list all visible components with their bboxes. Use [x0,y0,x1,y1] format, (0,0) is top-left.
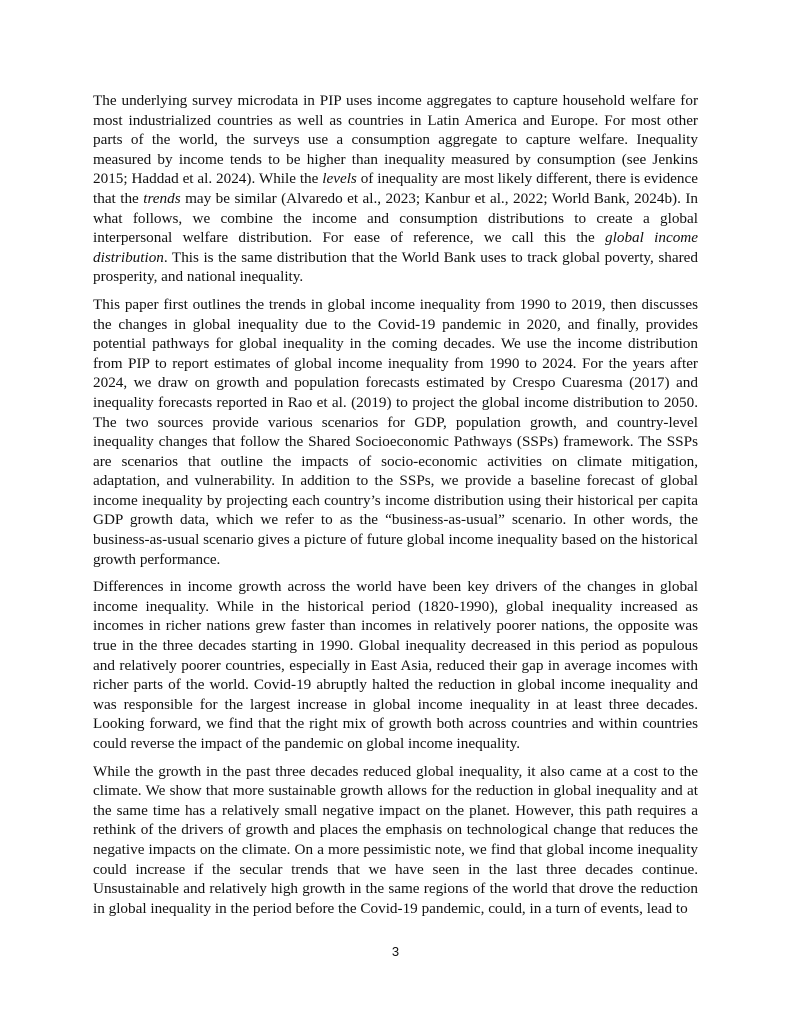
paragraph-2-run: This paper first outlines the trends in global income inequality from 1990 to 2019, then discusses the changes in global inequality due to the Covid-19 pandemic in 2020, and finally, provides potential pathways for global inequality in the coming decades. We use the income distribution from PIP to report estimates of global income inequality from 1990 to 2024. For the years after 2024, we draw on growth and population forecasts estimated by Crespo Cuaresma (2017) and inequality forecasts reported in Rao et al. (2019) to project the global income distribution to 2050. The two sources provide various scenarios for GDP, population growth, and country-level inequality changes that follow the Shared Socioeconomic Pathways (SSPs) framework. The SSPs are scenarios that outline the impacts of socio-economic activities on climate mitigation, adaptation, and vulnerability. In addition to the SSPs, we provide a baseline forecast of global income inequality by projecting each country’s income distribution using their historical per capita GDP growth data, which we refer to as the “business-as-usual” scenario. In other words, the business-as-usual scenario gives a picture of future global income inequality based on the historical growth performance. [93,295,698,568]
paragraph-1-italic-levels: levels [322,170,357,188]
body-text [93,91,698,926]
paragraph-1-run: may be similar (Alvaredo et al., 2023; Kanbur et al., 2022; World Bank, 2024b). In what follows, we combine the income and consumption distributions to create a global interpersonal welfare distribution. For ease of reference, we call this the [93,189,699,247]
paragraph-1-italic-trends: trends [143,189,181,207]
paragraph-3-run: Differences in income growth across the world have been key drivers of the changes in global income inequality. While in the historical period (1820-1990), global inequality increased as incomes in richer nations grew faster than incomes in relatively poorer nations, the opposite was true in the three decades starting in 1990. Global inequality decreased in this period as populous and relatively poorer countries, especially in East Asia, reduced their gap in average incomes with richer parts of the world. Covid-19 abruptly halted the reduction in global income inequality and was responsible for the largest increase in global income inequality in at least three decades. Looking forward, we find that the right mix of growth both across countries and within countries could reverse the impact of the pandemic on global income inequality. [93,578,698,752]
paragraph-2 [93,295,698,569]
paragraph-4-run: While the growth in the past three decades reduced global inequality, it also came at a cost to the climate. We show that more sustainable growth allows for the reduction in global inequality and at the same time has a relatively small negative impact on the planet. However, this path requires a rethink of the drivers of growth and places the emphasis on technological change that reduces the negative impacts on the climate. On a more pessimistic note, we find that global income inequality could increase if the secular trends that we have seen in the last three decades continue. Unsustainable and relatively high growth in the same regions of the world that drove the reduction in global inequality in the period before the Covid-19 pandemic, could, in a turn of events, lead to [93,762,698,917]
paragraph-3 [93,577,698,753]
paragraph-4 [93,762,698,919]
paragraph-1-run: The underlying survey microdata in PIP uses income aggregates to capture household welfare for most industrialized countries as well as countries in Latin America and Europe. For most other parts of the world, the surveys use a consumption aggregate to capture welfare. Inequality measured by income tends to be higher than inequality measured by consumption (see Jenkins 2015; Haddad et al. 2024). While the [93,92,698,188]
paragraph-1-run: of inequality are most likely different, there is evidence that the [93,170,698,207]
paragraph-1-italic-global-income-distribution: global income distribution [93,229,699,266]
paragraph-1-run: . This is the same distribution that the World Bank uses to track global poverty, shared prosperity, and national inequality. [93,248,698,286]
page-number: 3 [391,944,400,959]
paragraph-1 [93,91,698,287]
